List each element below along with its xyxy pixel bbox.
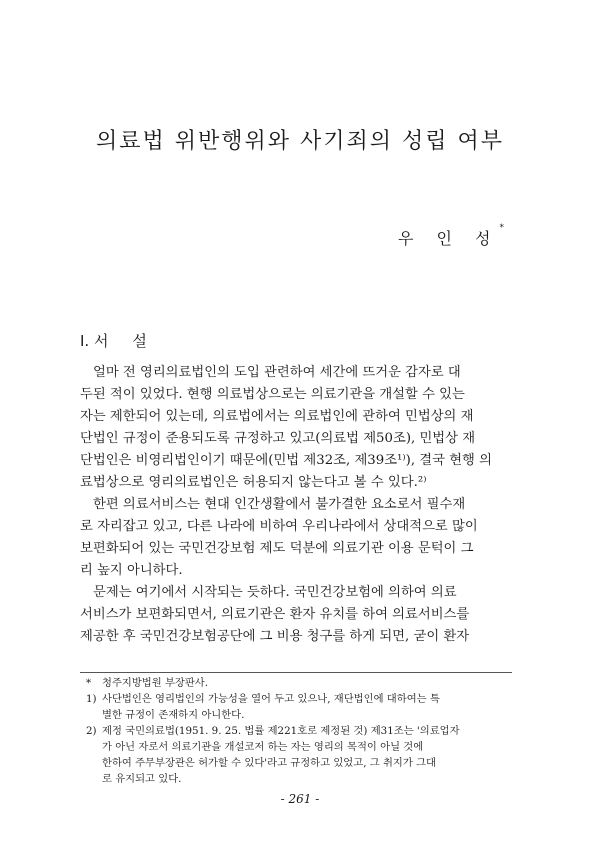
footnote [80,675,512,691]
paragraph-line: 자는 제한되어 있는데, 의료법에서는 의료법인에 관하여 민법상의 재 [80,409,474,424]
footnote-text: 한하여 주무부장관은 허가할 수 있다'라고 규정하고 있었고, 그 취지가 그대 [102,757,436,769]
footnote-text: 청주지방법원 부장판사. [102,677,209,689]
paragraph-line: 단법인 규정이 준용되도록 규정하고 있고(의료법 제50조), 민법상 재 [80,431,476,446]
footnote-text: 로 유지되고 있다. [102,773,182,785]
footnote-text: 별한 규정이 존재하지 아니한다. [102,709,245,721]
footnote-mark: 2) [86,725,97,737]
paragraph [80,362,512,494]
author-name [397,223,504,249]
footnote-text: 제정 국민의료법(1951. 9. 25. 법률 제221호로 제정된 것) 제31조는 '의료업자 [102,725,460,737]
paragraph-line: 료법상으로 영리의료법인은 허용되지 않는다고 볼 수 있다.²⁾ [80,475,427,490]
paragraph-line: 보편화되어 있는 국민건강보험 제도 덕분에 의료기관 이용 문턱이 그 [80,541,474,556]
paragraph-line: 한편 의료서비스는 현대 인간생활에서 불가결한 요소로서 필수재 [93,497,466,512]
paper-title: 의료법 위반행위와 사기죄의 성립 여부 [95,129,504,154]
paragraph-line: 서비스가 보편화되면서, 의료기관은 환자 유치를 하여 의료서비스를 [80,607,470,622]
footnote-text: 사단법인은 영리법인의 가능성을 열어 두고 있으나, 재단법인에 대하여는 특 [102,693,440,705]
paragraph [80,494,512,582]
page-number: - 261 - [280,792,320,806]
footnote [80,723,512,787]
footnotes [80,672,512,787]
paragraph-line: 로 자리잡고 있고, 다른 나라에 비하여 우리나라에서 상대적으로 많이 [80,519,478,534]
footnote [80,691,512,723]
footnote-text: 가 아닌 자로서 의료기관을 개설코저 하는 자는 영리의 목적이 아닐 것에 [102,741,424,753]
footnote-mark: * [86,677,92,689]
section-title: 서 설 [93,332,147,350]
paragraph-line: 두된 적이 있었다. 현행 의료법상으로는 의료기관을 개설할 수 있는 [80,387,465,402]
paragraph-line: 문제는 여기에서 시작되는 듯하다. 국민건강보험에 의하여 의료 [93,585,457,600]
footnote-mark: 1) [86,693,97,705]
section-heading [80,330,147,351]
section-numeral: Ⅰ. [80,332,90,350]
paragraph-line: 제공한 후 국민건강보험공단에 그 비용 청구를 하게 되면, 굳이 환자 [80,629,470,644]
author-name-text: 우 인 성 [397,229,500,248]
paragraph-line: 단법인은 비영리법인이기 때문에(민법 제32조, 제39조¹⁾), 결국 현행 의 [80,453,492,468]
author-footnote-mark: * [499,223,504,233]
paragraph-line: 얼마 전 영리의료법인의 도입 관련하여 세간에 뜨거운 감자로 대 [93,365,461,380]
body-text [80,362,512,648]
paragraph [80,582,512,648]
paragraph-line: 리 높지 아니하다. [80,563,183,578]
